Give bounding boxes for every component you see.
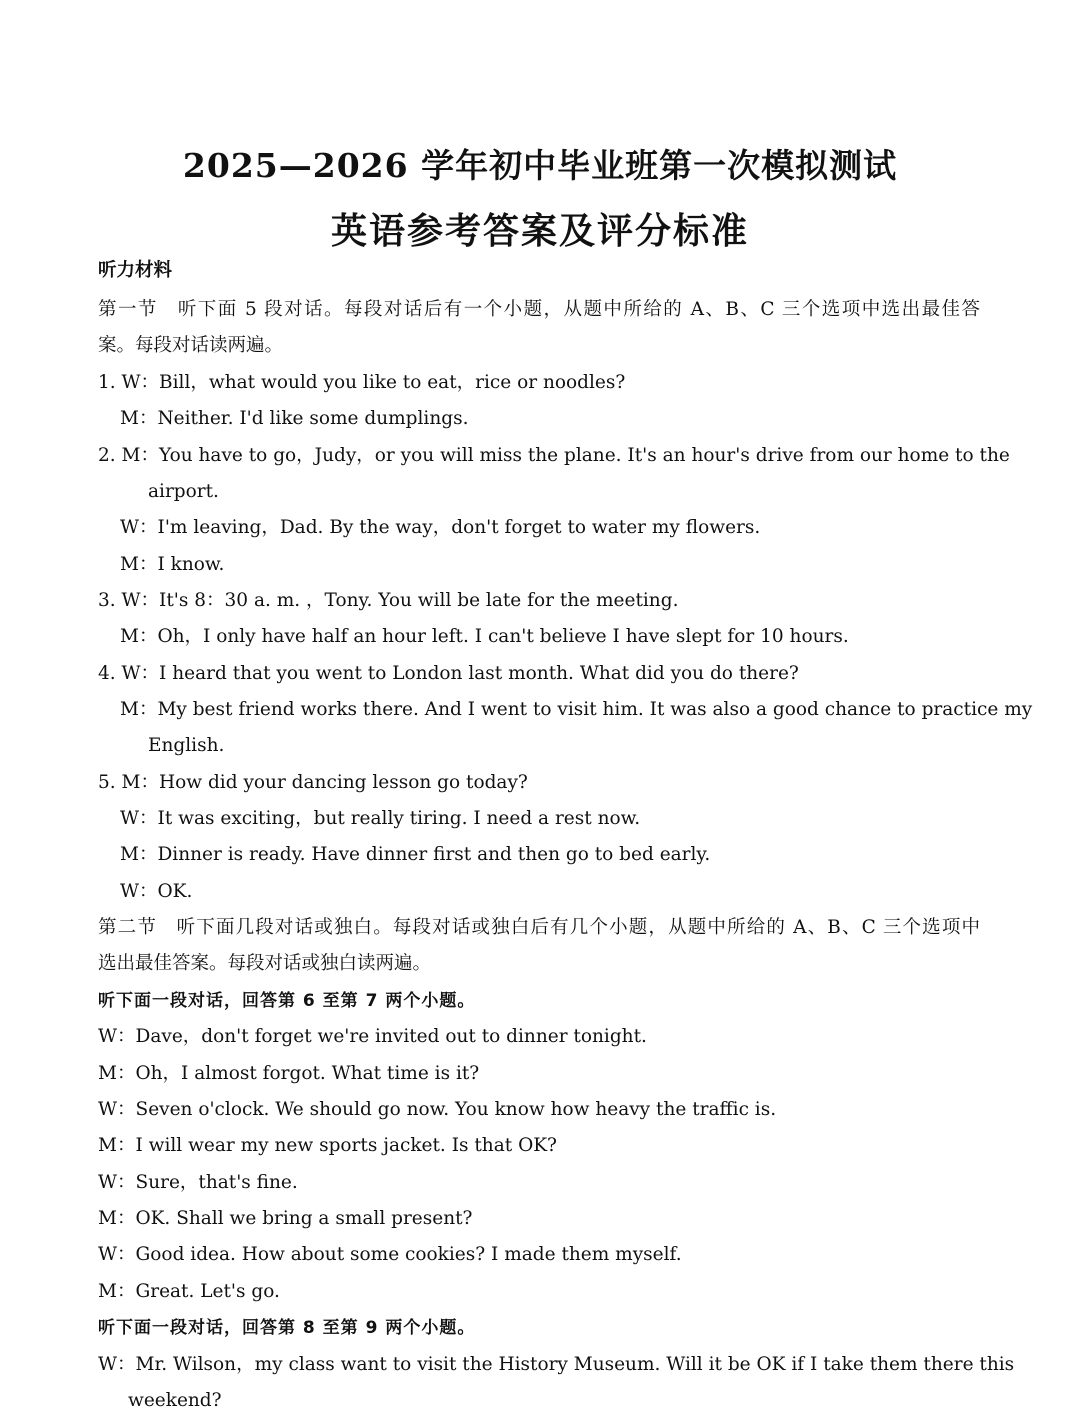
dialogue-line: 4. W：I heard that you went to London last month. What did you do there? (98, 663, 799, 684)
dialogue-line: W：Sure，that's fine. (98, 1172, 298, 1193)
document-title: 2025—2026 学年初中毕业班第一次模拟测试 (182, 146, 898, 185)
listening-heading: 听力材料 (98, 260, 173, 281)
dialogue-line: M：I will wear my new sports jacket. Is that OK? (98, 1135, 557, 1156)
dialogue-line: W：I'm leaving，Dad. By the way，don't forget to water my flowers. (120, 517, 761, 538)
dialogue-line: M：Dinner is ready. Have dinner first and then go to bed early. (120, 844, 711, 865)
section2-instruction-line1: 第二节 听下面几段对话或独白。每段对话或独白后有几个小题，从题中所给的 A、B、C 三个选项中 (98, 917, 980, 938)
dialogue-line: W：It was exciting，but really tiring. I need a rest now. (120, 808, 641, 829)
section1-instruction-line1: 第一节 听下面 5 段对话。每段对话后有一个小题，从题中所给的 A、B、C 三个选项中选出最佳答 (98, 299, 980, 320)
dialogue-line: W：OK. (120, 881, 193, 902)
dialogue-line: 5. M：How did your dancing lesson go today? (98, 772, 528, 793)
dialogue-line: M：My best friend works there. And I went to visit him. It was also a good chance to practice my (120, 699, 1033, 720)
sub-instruction-6-7: 听下面一段对话，回答第 6 至第 7 两个小题。 (98, 991, 476, 1011)
dialogue-line: M：I know. (120, 554, 225, 575)
dialogue-line: 2. M：You have to go，Judy，or you will miss the plane. It's an hour's drive from our home to the (98, 445, 1010, 466)
dialogue-line: W：Seven o'clock. We should go now. You know how heavy the traffic is. (98, 1099, 777, 1120)
dialogue-line: 3. W：It's 8：30 a. m. ，Tony. You will be late for the meeting. (98, 590, 679, 611)
dialogue-line: M：Oh，I almost forgot. What time is it? (98, 1063, 480, 1084)
section1-instruction-line2: 案。每段对话读两遍。 (98, 335, 284, 356)
dialogue-line: M：Great. Let's go. (98, 1281, 280, 1302)
dialogue-line: weekend? (128, 1390, 222, 1411)
dialogue-line: 1. W：Bill，what would you like to eat，rice or noodles? (98, 372, 626, 393)
sub-instruction-8-9: 听下面一段对话，回答第 8 至第 9 两个小题。 (98, 1318, 476, 1338)
dialogue-line: English. (148, 735, 225, 756)
dialogue-line: airport. (148, 481, 219, 502)
document-subtitle: 英语参考答案及评分标准 (330, 211, 749, 252)
dialogue-line: W：Dave，don't forget we're invited out to dinner tonight. (98, 1026, 647, 1047)
dialogue-line: M：Oh，I only have half an hour left. I can't believe I have slept for 10 hours. (120, 626, 849, 647)
dialogue-line: W：Mr. Wilson，my class want to visit the History Museum. Will it be OK if I take them there this (98, 1354, 1015, 1375)
section2-instruction-line2: 选出最佳答案。每段对话或独白读两遍。 (98, 953, 432, 974)
dialogue-line: M：Neither. I'd like some dumplings. (120, 408, 469, 429)
dialogue-line: M：OK. Shall we bring a small present? (98, 1208, 473, 1229)
dialogue-line: W：Good idea. How about some cookies? I made them myself. (98, 1244, 682, 1265)
